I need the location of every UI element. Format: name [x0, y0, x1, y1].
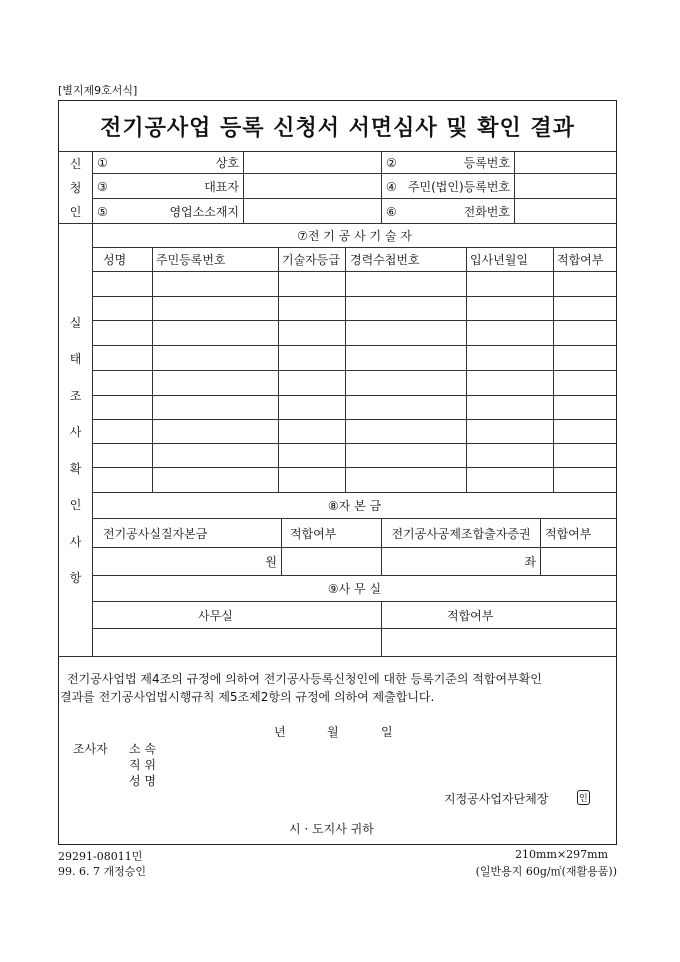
- technician-resident-number-cell[interactable]: [153, 396, 279, 420]
- technician-name-cell[interactable]: [93, 396, 153, 420]
- technician-suitability-cell[interactable]: [554, 420, 616, 444]
- col-actual-capital: 전기공사실질자본금: [93, 519, 282, 548]
- form-label: [별지제9호서식]: [58, 84, 138, 97]
- investigator-affiliation: 소 속: [129, 742, 156, 756]
- date-month: 월: [327, 725, 339, 739]
- col-career-book: 경력수첩번호: [346, 248, 467, 272]
- office-header: ⑨사 무 실: [93, 576, 616, 602]
- business-address-field[interactable]: [244, 199, 382, 224]
- label-phone: ⑥전화번호: [382, 199, 515, 224]
- technician-career-book-cell[interactable]: [346, 272, 467, 297]
- statement-line1: 전기공사업법 제4조의 규정에 의하여 전기공사등록신청인에 대한 등록기준의 적합여부확인: [67, 672, 542, 686]
- phone-field[interactable]: [515, 199, 616, 224]
- col-resident-number: 주민등록번호: [153, 248, 279, 272]
- col-office-suitability: 적합여부: [382, 602, 616, 629]
- approval-date: 99. 6. 7 개정승인: [58, 865, 146, 878]
- col-shares-suitability: 적합여부: [541, 519, 616, 548]
- technician-hire-date-cell[interactable]: [467, 468, 554, 493]
- seal-icon: 인: [577, 790, 590, 805]
- technician-hire-date-cell[interactable]: [467, 444, 554, 468]
- col-guild-shares: 전기공사공제조합출자증권: [382, 519, 541, 548]
- registration-number-field[interactable]: [515, 151, 616, 174]
- technician-hire-date-cell[interactable]: [467, 420, 554, 444]
- technician-resident-number-cell[interactable]: [153, 321, 279, 346]
- investigator-position: 직 위: [129, 758, 156, 772]
- technician-hire-date-cell[interactable]: [467, 272, 554, 297]
- technician-suitability-cell[interactable]: [554, 444, 616, 468]
- col-office: 사무실: [93, 602, 382, 629]
- date-year: 년: [274, 725, 286, 739]
- technician-career-book-cell[interactable]: [346, 468, 467, 493]
- side-char: 신: [69, 156, 82, 171]
- technician-career-book-cell[interactable]: [346, 321, 467, 346]
- technician-resident-number-cell[interactable]: [153, 420, 279, 444]
- company-name-field[interactable]: [244, 151, 382, 174]
- addressee: 시 · 도지사 귀하: [289, 822, 374, 836]
- col-suitability: 적합여부: [554, 248, 616, 272]
- technician-grade-cell[interactable]: [279, 321, 346, 346]
- form-code: 29291-08011민: [58, 850, 143, 863]
- technicians-header: ⑦전 기 공 사 기 술 자: [93, 224, 616, 248]
- label-resident-number: ④주민(법인)등록번호: [382, 174, 515, 199]
- col-grade: 기술자등급: [279, 248, 346, 272]
- technician-name-cell[interactable]: [93, 297, 153, 321]
- technician-resident-number-cell[interactable]: [153, 371, 279, 396]
- technician-resident-number-cell[interactable]: [153, 297, 279, 321]
- signer-title: 지정공사업자단체장: [444, 792, 549, 806]
- technician-resident-number-cell[interactable]: [153, 444, 279, 468]
- actual-capital-field[interactable]: 원: [93, 548, 282, 576]
- technician-grade-cell[interactable]: [279, 444, 346, 468]
- technician-grade-cell[interactable]: [279, 346, 346, 371]
- technician-name-cell[interactable]: [93, 371, 153, 396]
- technician-resident-number-cell[interactable]: [153, 468, 279, 493]
- technician-career-book-cell[interactable]: [346, 371, 467, 396]
- survey-side-label: 실 태 조 사 확 인 사 항: [59, 224, 93, 657]
- technician-name-cell[interactable]: [93, 346, 153, 371]
- technician-hire-date-cell[interactable]: [467, 396, 554, 420]
- date-day: 일: [381, 725, 393, 739]
- col-hire-date: 입사년월일: [467, 248, 554, 272]
- label-representative: ③대표자: [93, 174, 244, 199]
- technician-hire-date-cell[interactable]: [467, 371, 554, 396]
- label-registration-number: ②등록번호: [382, 151, 515, 174]
- label-business-address: ⑤영업소소재지: [93, 199, 244, 224]
- technician-suitability-cell[interactable]: [554, 468, 616, 493]
- technician-hire-date-cell[interactable]: [467, 346, 554, 371]
- technician-hire-date-cell[interactable]: [467, 297, 554, 321]
- office-field[interactable]: [93, 629, 382, 657]
- representative-field[interactable]: [244, 174, 382, 199]
- side-char: 인: [69, 204, 82, 219]
- shares-suitability-field[interactable]: [541, 548, 616, 576]
- technician-grade-cell[interactable]: [279, 371, 346, 396]
- technician-grade-cell[interactable]: [279, 396, 346, 420]
- technician-hire-date-cell[interactable]: [467, 321, 554, 346]
- office-suitability-field[interactable]: [382, 629, 616, 657]
- col-capital-suitability: 적합여부: [282, 519, 382, 548]
- technician-grade-cell[interactable]: [279, 272, 346, 297]
- guild-shares-field[interactable]: 좌: [382, 548, 541, 576]
- technician-resident-number-cell[interactable]: [153, 346, 279, 371]
- technician-resident-number-cell[interactable]: [153, 272, 279, 297]
- technician-grade-cell[interactable]: [279, 297, 346, 321]
- technician-suitability-cell[interactable]: [554, 371, 616, 396]
- technician-suitability-cell[interactable]: [554, 396, 616, 420]
- col-name: 성명: [93, 248, 153, 272]
- technician-grade-cell[interactable]: [279, 468, 346, 493]
- page-title: 전기공사업 등록 신청서 서면심사 및 확인 결과: [59, 101, 616, 152]
- technician-career-book-cell[interactable]: [346, 444, 467, 468]
- paper-type: (일반용지 60g/㎡(재활용품)): [475, 865, 617, 878]
- resident-number-field[interactable]: [515, 174, 616, 199]
- technician-suitability-cell[interactable]: [554, 321, 616, 346]
- side-char: 청: [69, 180, 82, 195]
- technician-career-book-cell[interactable]: [346, 346, 467, 371]
- applicant-side-label: [59, 151, 93, 224]
- technician-grade-cell[interactable]: [279, 420, 346, 444]
- form-table: [58, 100, 617, 845]
- technician-name-cell[interactable]: [93, 468, 153, 493]
- investigator-label: 조사자: [73, 742, 108, 756]
- technician-suitability-cell[interactable]: [554, 272, 616, 297]
- technician-name-cell[interactable]: [93, 272, 153, 297]
- label-company-name: ①상호: [93, 151, 244, 174]
- statement-line2: 결과를 전기공사업법시행규칙 제5조제2항의 규정에 의하여 제출합니다.: [60, 690, 435, 704]
- technician-career-book-cell[interactable]: [346, 297, 467, 321]
- capital-header: ⑧자 본 금: [93, 493, 616, 519]
- paper-size: 210mm×297mm: [515, 848, 608, 861]
- capital-suitability-field[interactable]: [282, 548, 382, 576]
- technician-career-book-cell[interactable]: [346, 420, 467, 444]
- technician-name-cell[interactable]: [93, 420, 153, 444]
- technician-name-cell[interactable]: [93, 321, 153, 346]
- technician-suitability-cell[interactable]: [554, 297, 616, 321]
- investigator-name: 성 명: [129, 774, 156, 788]
- technician-suitability-cell[interactable]: [554, 346, 616, 371]
- technician-name-cell[interactable]: [93, 444, 153, 468]
- technician-career-book-cell[interactable]: [346, 396, 467, 420]
